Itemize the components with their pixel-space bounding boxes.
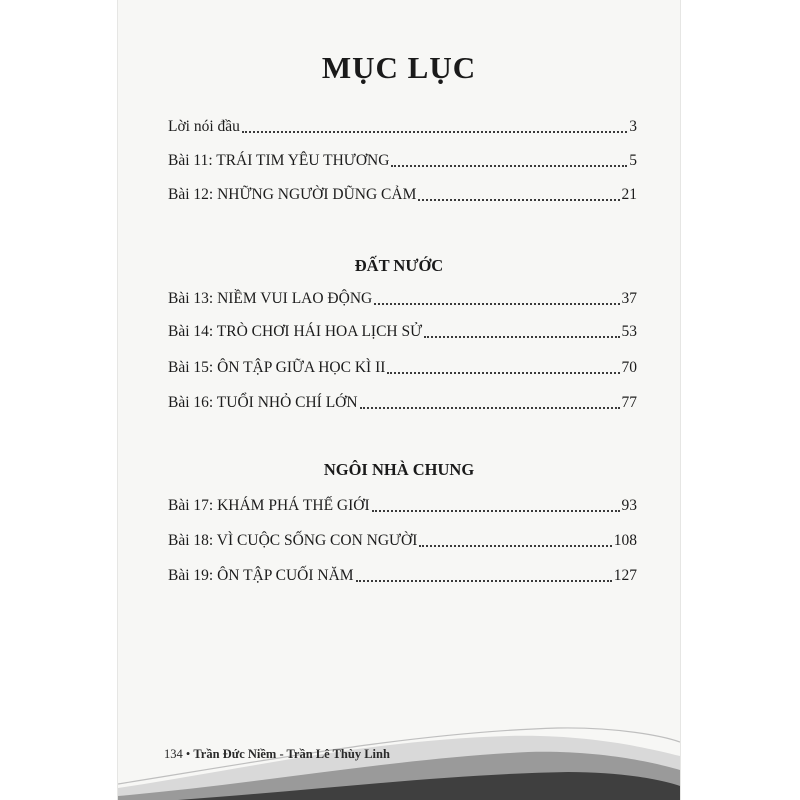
dot-leader <box>418 199 619 201</box>
footer-bullet: • <box>185 747 191 761</box>
section-heading: ĐẤT NƯỚC <box>354 256 444 275</box>
toc-entry <box>168 392 637 412</box>
toc-entry-label: Bài 15: ÔN TẬP GIỮA HỌC KÌ II <box>168 359 386 376</box>
toc-entry-page: 93 <box>621 497 637 514</box>
toc-entry-page: 21 <box>621 186 637 203</box>
toc-entry-label: Bài 13: NIỀM VUI LAO ĐỘNG <box>168 290 373 307</box>
toc-entry-page: 5 <box>629 152 637 169</box>
toc-entry <box>168 357 637 377</box>
dot-leader <box>419 545 611 547</box>
toc-entry-label: Bài 18: VÌ CUỘC SỐNG CON NGƯỜI <box>168 532 418 549</box>
footer-authors: Trần Đức Niềm - Trần Lê Thùy Linh <box>193 747 390 761</box>
toc-entry-label: Bài 17: KHÁM PHÁ THẾ GIỚI <box>168 497 370 514</box>
toc-entry-label: Bài 14: TRÒ CHƠI HÁI HOA LỊCH SỬ <box>168 323 423 340</box>
toc-entry-page: 77 <box>621 394 637 411</box>
toc-entry <box>168 184 637 204</box>
footer-page-number: 134 <box>164 747 183 761</box>
toc-entry-page: 70 <box>621 359 637 376</box>
toc-entry-label: Bài 12: NHỮNG NGƯỜI DŨNG CẢM <box>168 186 417 203</box>
toc-entry-page: 108 <box>613 532 637 549</box>
dot-leader <box>242 131 627 133</box>
book-page <box>118 0 680 800</box>
toc-entry-label: Lời nói đầu <box>168 118 240 135</box>
dot-leader <box>391 165 627 167</box>
toc-entry-page: 37 <box>621 290 637 307</box>
toc-entry-page: 127 <box>613 567 637 584</box>
toc-entry <box>168 321 637 341</box>
dot-leader <box>356 580 612 582</box>
toc-entry-page: 3 <box>629 118 637 135</box>
toc-entry <box>168 530 637 550</box>
toc-entry-label: Bài 11: TRÁI TIM YÊU THƯƠNG <box>168 152 390 169</box>
toc-entry <box>168 495 637 515</box>
toc-entry <box>168 116 637 136</box>
dot-leader <box>387 372 619 374</box>
page-title: MỤC LỤC <box>321 50 477 85</box>
dot-leader <box>372 510 620 512</box>
toc-entry-label: Bài 16: TUỔI NHỎ CHÍ LỚN <box>168 394 358 411</box>
page-footer <box>164 747 390 762</box>
toc-entry-page: 53 <box>621 323 637 340</box>
toc-entry <box>168 150 637 170</box>
toc-entry-label: Bài 19: ÔN TẬP CUỐI NĂM <box>168 567 354 584</box>
toc-entry <box>168 288 637 308</box>
section-heading: NGÔI NHÀ CHUNG <box>323 460 475 479</box>
dot-leader <box>374 303 619 305</box>
dot-leader <box>424 336 619 338</box>
toc-entry <box>168 565 637 585</box>
dot-leader <box>360 407 620 409</box>
